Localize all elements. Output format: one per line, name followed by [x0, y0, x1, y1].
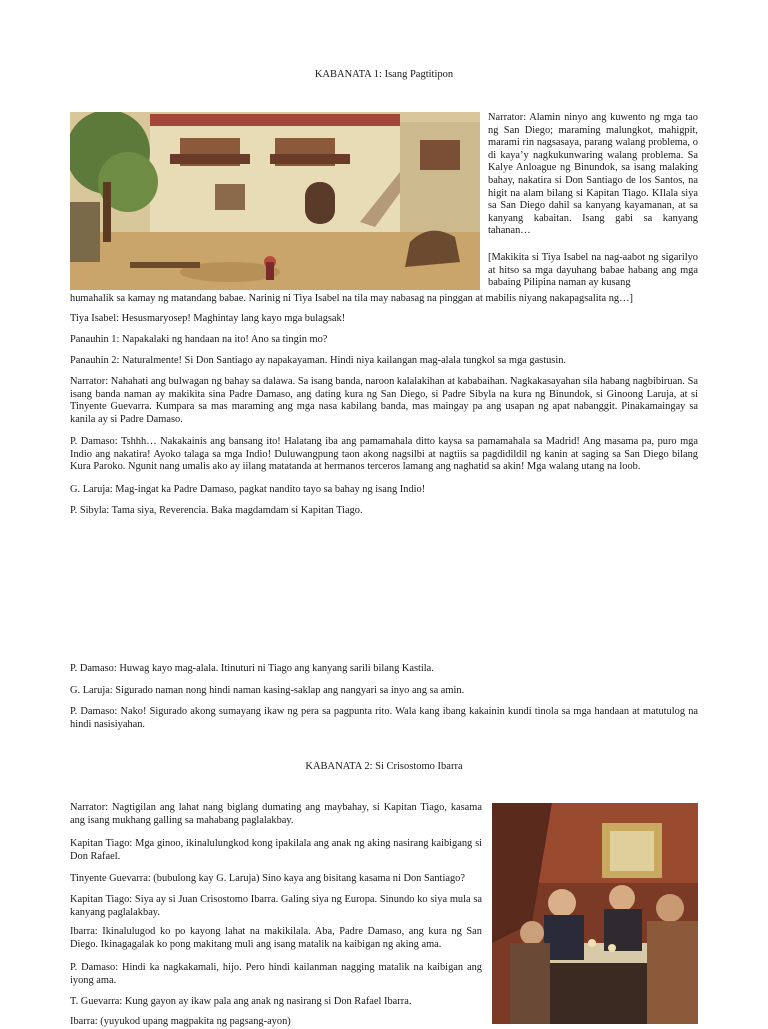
- chapter-1-line: Narrator: Nahahati ang bulwagan ng bahay sa dalawa. Sa isang banda, naroon kalalakihan at kababaihan. Nagkakasayahan sila habang nagbibiruan. Sa isang banda naman ay makikita sina Padre Damaso, ang dating kura ng San Diego, si Padre Sibyla na kura ng Binundok, si Ginoong Laruja, at si Tinyente Guevarra. Kumpara sa mas maraming ang mga nasa kabilang banda, mas maingay pa ang usapan ng apat nabanggit. Pinakamaingay sa kanila ay si Padre Damaso.: [70, 376, 698, 425]
- chapter-2-line: Ibarra: (yuyukod upang magpakita ng pagsang-ayon): [70, 1016, 291, 1027]
- chapter-1-line: G. Laruja: Sigurado naman nong hindi naman kasing-saklap ang nangyari sa inyo ang sa amin.: [70, 685, 465, 696]
- chapter-2-line: T. Guevarra: Kung gayon ay ikaw pala ang anak ng nasirang si Don Rafael Ibarra.: [70, 996, 412, 1007]
- chapter-2-line: Tinyente Guevarra: (bubulong kay G. Laruja) Sino kaya ang bisitang kasama ni Don Santiago?: [70, 873, 465, 884]
- chapter-1-line: G. Laruja: Mag-ingat ka Padre Damaso, pagkat nandito tayo sa bahay ng isang Indio!: [70, 484, 426, 495]
- chapter-1-title: KABANATA 1: Isang Pagtitipon: [314, 69, 454, 80]
- dining-scene-painting: [492, 803, 698, 1024]
- chapter-2-line: P. Damaso: Hindi ka nagkakamali, hijo. Pero hindi kailanman nagging matalik na kaibigan ang iyong ama.: [70, 962, 482, 986]
- chapter-1-line: P. Damaso: Tshhh… Nakakainis ang bansang ito! Halatang iba ang pamamahala ditto kaysa sa pamamahala sa Madrid! Ang masama pa, puro mga Indio ang nakatira! Ayoko talaga sa mga Indio! Duluwangpung taon akong nagsilbi at nagtiis sa pagdidildil ng kanin at saging sa San Diego bilang Kura Paroko. Ngunit nang umalis ako ay iilang matatanda at hermanos terceros lamang ang naghatid sa akin! Mga walang utang na loob.: [70, 436, 698, 473]
- chapter-1-line: Tiya Isabel: Hesusmaryosep! Maghintay lang kayo mga bulagsak!: [70, 313, 346, 324]
- chapter-1-narrator-intro: Narrator: Alamin ninyo ang kuwento ng mga tao ng San Diego; maraming malungkot, mahigpit, marami rin nagsasaya, parang walang problema, o di kaya’y nagkukunwaring walang problema. Sa Kalye Anloague ng Binundok, sa isang malaking bahay, nakatira si Don Santiago de los Santos, na higit na alam bilang si Kapitan Tiago. KIlala siya sa San Diego dahil sa kanyang kayamanan, at sa kanyang kabaitan. Isang gabi sa kanyang tahanan…: [488, 112, 698, 237]
- courtyard-painting: [70, 112, 480, 290]
- chapter-1-line: Panauhin 2: Naturalmente! Si Don Santiago ay napakayaman. Hindi niya kailangan mag-alala tungkol sa mga gastusin.: [70, 355, 567, 366]
- chapter-2-line: Kapitan Tiago: Siya ay si Juan Crisostomo Ibarra. Galing siya ng Europa. Sinundo ko siya mula sa kanyang paglalakbay.: [70, 894, 482, 918]
- chapter-1-line: P. Damaso: Nako! Sigurado akong sumayang ikaw ng pera sa pagpunta rito. Wala kang ibang kakainin kundi tinola sa mga handaan at matutulog na hindi nasisiyahan.: [70, 706, 698, 730]
- chapter-1-stage-direction-full: humahalik sa kamay ng matandang babae. Narinig ni Tiya Isabel na tila may nabasag na pinggan at mabilis niyang nakapagsalita ng…]: [70, 293, 633, 304]
- chapter-2-line: Narrator: Nagtigilan ang lahat nang biglang dumating ang maybahay, si Kapitan Tiago, kasama ang isang mukhang galling sa mahabang paglalakbay.: [70, 802, 482, 826]
- chapter-2-title: KABANATA 2: Si Crisostomo Ibarra: [305, 761, 463, 772]
- chapter-1-line: P. Sibyla: Tama siya, Reverencia. Baka magdamdam si Kapitan Tiago.: [70, 505, 363, 516]
- chapter-1-stage-direction-top: [Makikita si Tiya Isabel na nag-aabot ng sigarilyo at hitso sa mga dayuhang babae habang ang mga babaing Pilipina naman ay kusang: [488, 252, 698, 289]
- chapter-2-line: Ibarra: Ikinalulugod ko po kayong lahat na makikilala. Aba, Padre Damaso, ang kura ng San Diego. Ikinagagalak ko pong makitang muli ang isang matalik na kaibigan ng aking ama.: [70, 926, 482, 950]
- chapter-1-line: P. Damaso: Huwag kayo mag-alala. Itinuturi ni Tiago ang kanyang sarili bilang Kastila.: [70, 663, 434, 674]
- chapter-2-line: Kapitan Tiago: Mga ginoo, ikinalulungkod kong ipakilala ang anak ng aking nasirang kaibigang si Don Rafael.: [70, 838, 482, 862]
- chapter-1-line: Panauhin 1: Napakalaki ng handaan na ito! Ano sa tingin mo?: [70, 334, 328, 345]
